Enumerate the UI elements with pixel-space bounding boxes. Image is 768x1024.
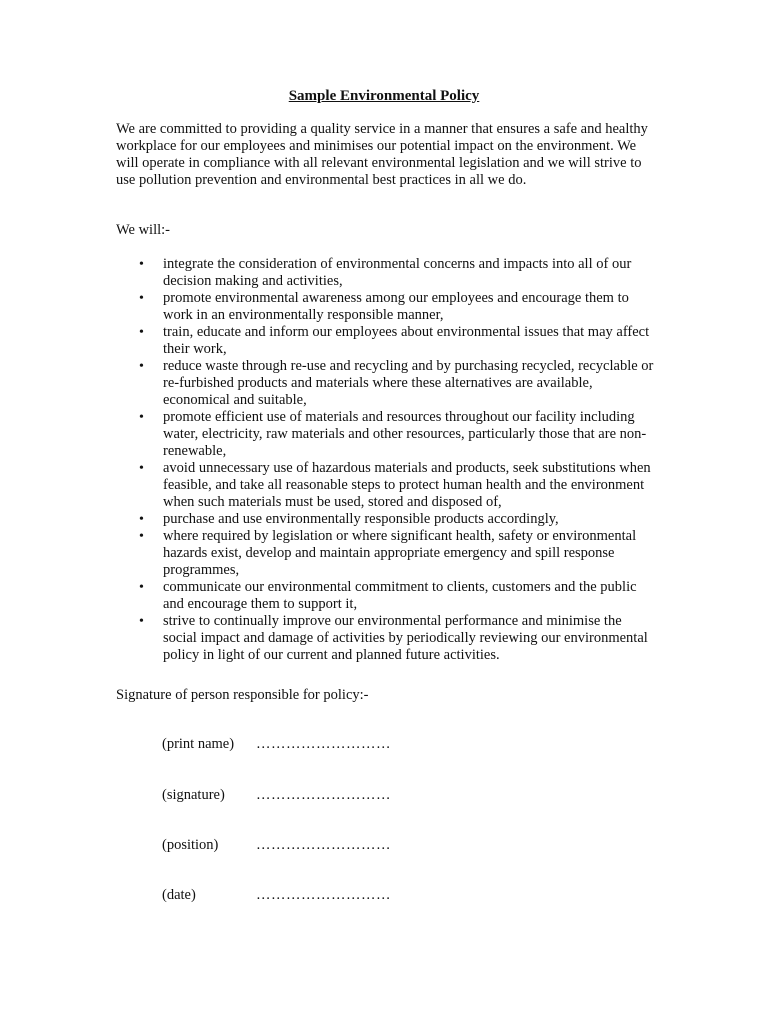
signature-heading: Signature of person responsible for policy:- — [116, 687, 369, 703]
signature-field — [162, 787, 462, 804]
position-field — [162, 837, 462, 854]
position-label: (position) — [162, 837, 219, 853]
position-blank: ……………………… — [256, 837, 391, 853]
list-item — [116, 256, 656, 290]
list-item-text: reduce waste through re-use and recycling and by purchasing recycled, recyclable or re-furbished products and materials where these alternatives are available, economical and suitable, — [163, 358, 654, 408]
signature-blank: ……………………… — [256, 787, 391, 803]
list-item-text: where required by legislation or where significant health, safety or environmental hazards exist, develop and maintain appropriate emergency and spill response programmes, — [163, 528, 637, 578]
bullet-icon: • — [139, 580, 144, 595]
print-name-field — [162, 736, 462, 753]
intro-paragraph: We are committed to providing a quality service in a manner that ensures a safe and healthy workplace for our employees and minimises our potential impact on the environment. We will operate in compliance with all relevant environmental legislation and we will strive to use pollution prevention and environmental best practices in all we do. — [116, 121, 648, 188]
date-label: (date) — [162, 887, 196, 903]
list-item-text: strive to continually improve our environmental performance and minimise the social impact and damage of activities by periodically reviewing our environmental policy in light of our current and planned future activities. — [163, 613, 648, 663]
list-item-text: purchase and use environmentally responsible products accordingly, — [163, 511, 559, 527]
bullet-icon: • — [139, 512, 144, 527]
list-item-text: promote environmental awareness among our employees and encourage them to work in an environmentally responsible manner, — [163, 290, 629, 323]
list-item — [116, 511, 656, 528]
date-blank: ……………………… — [256, 887, 391, 903]
we-will-heading: We will:- — [116, 222, 170, 238]
list-item-text: promote efficient use of materials and resources throughout our facility including water, electricity, raw materials and other resources, particularly those that are non-renewable, — [163, 409, 647, 459]
bullet-icon: • — [139, 461, 144, 476]
list-item — [116, 579, 656, 613]
list-item — [116, 460, 656, 511]
list-item — [116, 409, 656, 460]
bullet-icon: • — [139, 529, 144, 544]
bullet-icon: • — [139, 291, 144, 306]
document-title: Sample Environmental Policy — [288, 88, 480, 104]
list-item — [116, 613, 656, 664]
list-item-text: avoid unnecessary use of hazardous materials and products, seek substitutions when feasible, and take all reasonable steps to protect human health and the environment when such materials must be used, stored and disposed of, — [163, 460, 651, 510]
list-item-text: integrate the consideration of environmental concerns and impacts into all of our decision making and activities, — [163, 256, 632, 289]
list-item — [116, 324, 656, 358]
print-name-label: (print name) — [162, 736, 235, 752]
list-item — [116, 358, 656, 409]
bullet-icon: • — [139, 257, 144, 272]
list-item-text: communicate our environmental commitment to clients, customers and the public and encourage them to support it, — [163, 579, 637, 612]
bullet-icon: • — [139, 614, 144, 629]
list-item-text: train, educate and inform our employees about environmental issues that may affect their work, — [163, 324, 650, 357]
bullet-icon: • — [139, 325, 144, 340]
date-field — [162, 887, 462, 904]
print-name-blank: ……………………… — [256, 736, 391, 752]
signature-label: (signature) — [162, 787, 225, 803]
commitments-list — [116, 256, 656, 664]
list-item — [116, 290, 656, 324]
bullet-icon: • — [139, 410, 144, 425]
bullet-icon: • — [139, 359, 144, 374]
list-item — [116, 528, 656, 579]
